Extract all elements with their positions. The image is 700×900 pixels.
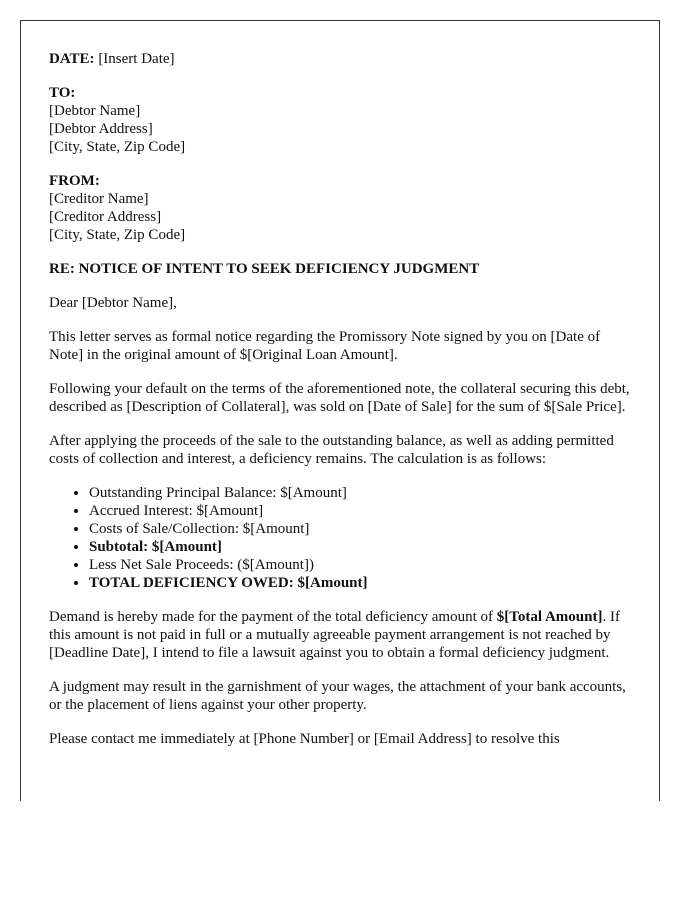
subject-text: RE: NOTICE OF INTENT TO SEEK DEFICIENCY JUDGMENT — [49, 261, 480, 277]
from-block — [49, 172, 631, 244]
list-item: • Costs of Sale/Collection: $[Amount] — [89, 520, 631, 538]
list-item-subtotal — [89, 538, 631, 556]
list-item-total — [89, 574, 631, 592]
subject-line — [49, 260, 631, 278]
date-line — [49, 50, 631, 68]
debtor-city: [City, State, Zip Code] — [49, 139, 186, 155]
paragraph-default: Following your default on the terms of the aforementioned note, the collateral securing this debt, described as [Description of Collateral], was sold on [Date of Sale] for the sum of $[Sale Price]. — [49, 381, 630, 415]
creditor-city: [City, State, Zip Code] — [49, 227, 186, 243]
salutation: Dear [Debtor Name], — [49, 295, 177, 311]
list-item: • Accrued Interest: $[Amount] — [89, 502, 631, 520]
to-label: TO: — [49, 85, 76, 101]
demand-text: Demand is hereby made for the payment of the total deficiency amount of — [49, 609, 497, 625]
list-item: • Outstanding Principal Balance: $[Amount] — [89, 484, 631, 502]
letter-document — [20, 20, 660, 801]
to-block — [49, 84, 631, 156]
paragraph-contact: Please contact me immediately at [Phone Number] or [Email Address] to resolve this — [49, 731, 560, 747]
subtotal-text: Subtotal: $[Amount] — [89, 539, 222, 555]
from-label: FROM: — [49, 173, 100, 189]
paragraph-notice: This letter serves as formal notice regarding the Promissory Note signed by you on [Date of Note] in the original amount of $[Original Loan Amount]. — [49, 329, 601, 363]
paragraph-judgment: A judgment may result in the garnishment of your wages, the attachment of your bank accounts, or the placement of liens against your other property. — [49, 679, 626, 713]
demand-amount: $[Total Amount] — [496, 609, 603, 625]
debtor-name: [Debtor Name] — [49, 103, 141, 119]
paragraph-demand — [49, 608, 631, 662]
date-value: [Insert Date] — [98, 51, 175, 67]
date-label: DATE: — [49, 51, 95, 67]
paragraph-calculation: After applying the proceeds of the sale to the outstanding balance, as well as adding permitted costs of collection and interest, a deficiency remains. The calculation is as follows: — [49, 433, 614, 467]
creditor-name: [Creditor Name] — [49, 191, 149, 207]
list-item: • Less Net Sale Proceeds: ($[Amount]) — [89, 556, 631, 574]
creditor-address: [Creditor Address] — [49, 209, 162, 225]
total-text: TOTAL DEFICIENCY OWED: $[Amount] — [89, 575, 368, 591]
debtor-address: [Debtor Address] — [49, 121, 153, 137]
calculation-list — [49, 484, 631, 592]
demand-text-rest: . If this amount is not paid in full or a mutually agreeable payment arrangement is not reached by [Deadline Date], I intend to file a lawsuit against you to obtain a formal deficiency judgment. — [49, 609, 620, 661]
